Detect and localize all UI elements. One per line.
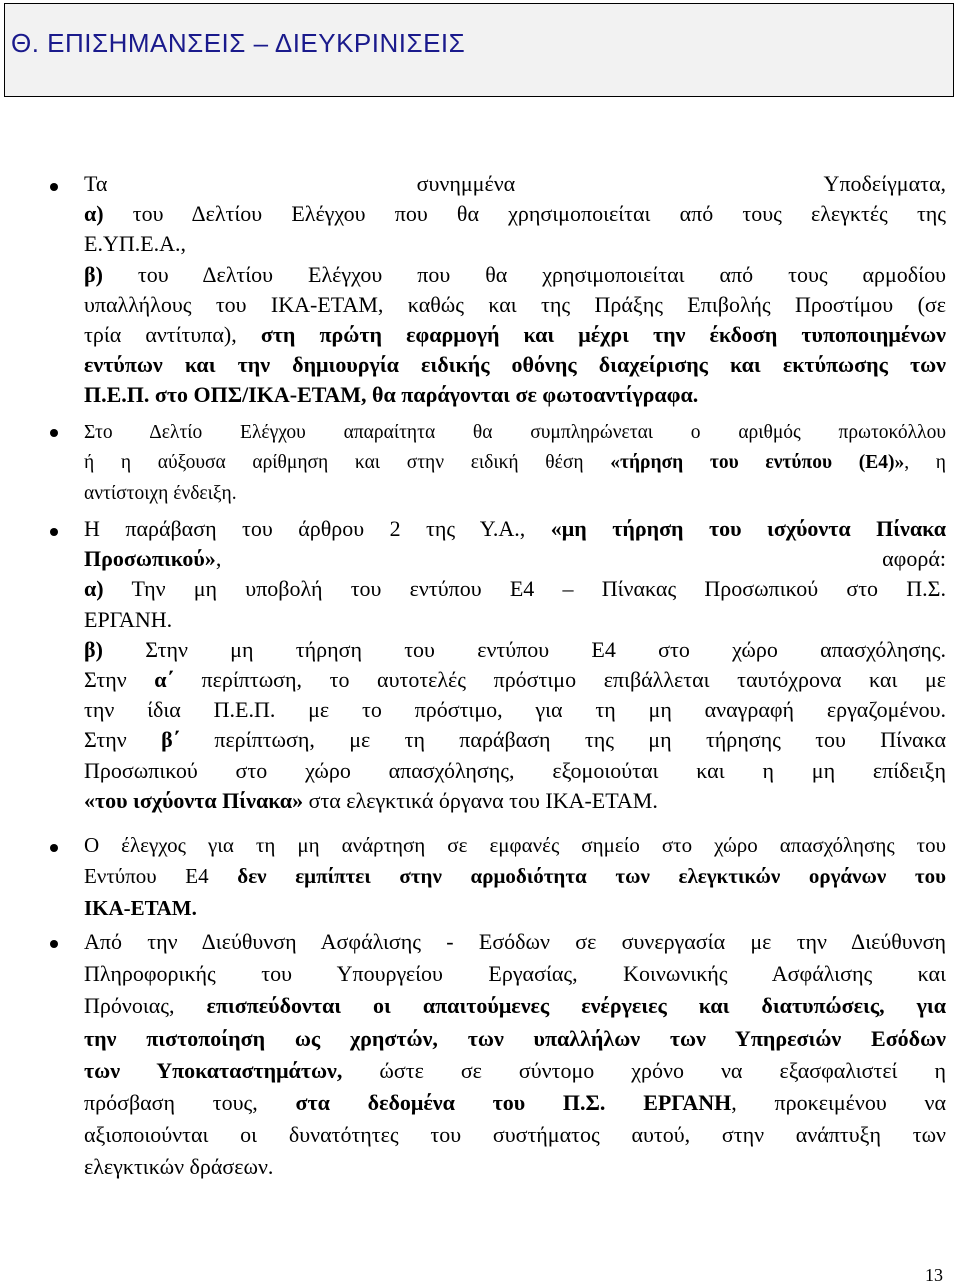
bold-text: α) xyxy=(84,201,104,227)
bold-text: «μη τήρηση του ισχύοντα Πίνακα xyxy=(550,516,946,541)
paragraph-line xyxy=(84,756,946,786)
bold-text: β) xyxy=(84,636,103,662)
paragraph-line xyxy=(84,229,946,259)
bold-text: «του ισχύοντα Πίνακα» xyxy=(84,787,304,813)
paragraph-line xyxy=(84,635,946,665)
text-run: Στην xyxy=(84,727,162,753)
text-run: αξιοποιούνται οι δυνατότητες του συστήματος αυτού, στην ανάπτυξη των xyxy=(84,1122,946,1148)
section-title: Θ. ΕΠΙΣΗΜΑΝΣΕΙΣ – ΔΙΕΥΚΡΙΝΙΣΕΙΣ xyxy=(11,28,466,58)
text-run: Προσωπικού στο χώρο απασχόλησης, εξομοιούται και η μη επίδειξη xyxy=(84,757,946,783)
text-run: υπαλλήλους του ΙΚΑ-ΕΤΑΜ, καθώς και της Πράξης Επιβολής Προστίμου (σε xyxy=(84,291,946,317)
paragraph-line xyxy=(84,893,946,924)
bold-text: α) xyxy=(84,576,104,602)
text-run: του Δελτίου Ελέγχου που θα χρησιμοποιείται από τους ελεγκτές της xyxy=(103,201,946,227)
page-number: 13 xyxy=(925,1265,943,1285)
bold-text: στη πρώτη εφαρμογή και μέχρι την έκδοση τυποποιημένων xyxy=(260,322,946,348)
text-run: Στην μη τήρηση του εντύπου Ε4 στο χώρο απασχόλησης. xyxy=(102,636,946,662)
text-run: Η παράβαση του άρθρου 2 της Υ.Α., xyxy=(84,516,551,541)
paragraph-line xyxy=(84,958,946,990)
text-run: Πληροφορικής του Υπουργείου Εργασίας, Κοινωνικής Ασφάλισης και xyxy=(84,961,946,987)
text-run: τρία αντίτυπα), xyxy=(84,322,261,348)
paragraph-line xyxy=(84,199,946,229)
bold-text: ΙΚΑ-ΕΤΑΜ. xyxy=(84,895,197,920)
paragraph-line xyxy=(84,418,946,448)
text-run: Στην xyxy=(84,667,155,693)
text-run: Την μη υποβολή του εντύπου Ε4 – Πίνακας Προσωπικού στο Π.Σ. xyxy=(103,576,946,602)
paragraph-line xyxy=(84,926,946,958)
bullet-item-5 xyxy=(84,926,946,1184)
bullet-item-4 xyxy=(84,830,946,924)
paragraph-line xyxy=(84,861,946,892)
text-run: ελεγκτικών δράσεων. xyxy=(84,1154,274,1180)
bold-text: την πιστοποίηση ως χρηστών, των υπαλλήλων των Υπηρεσιών Εσόδων xyxy=(84,1025,946,1051)
text-run: Ε.ΥΠ.Ε.Α., xyxy=(84,231,187,257)
text-run: ή η αύξουσα αρίθμηση και στην ειδική θέση xyxy=(84,452,611,474)
paragraph-line xyxy=(84,695,946,725)
text-run: , αφορά: xyxy=(215,546,946,572)
paragraph-line xyxy=(84,448,946,478)
text-run: στα ελεγκτικά όργανα του ΙΚΑ-ΕΤΑΜ. xyxy=(303,787,658,813)
text-run: την ίδια Π.Ε.Π. με το πρόστιμο, για τη μη αναγραφή εργαζομένου. xyxy=(84,697,946,723)
text-run: ΕΡΓΑΝΗ. xyxy=(84,606,173,632)
text-run: Τα συνημμένα Υποδείγματα, xyxy=(84,171,946,196)
text-run: αντίστοιχη ένδειξη. xyxy=(84,482,237,504)
paragraph-line xyxy=(84,725,946,755)
bold-text: α΄ xyxy=(154,667,174,693)
bullet-item-3 xyxy=(84,514,946,816)
paragraph-line xyxy=(84,1151,946,1183)
text-run: Πρόνοιας, xyxy=(84,993,207,1019)
bullet-item-2 xyxy=(84,418,946,509)
text-run: , η xyxy=(904,452,946,474)
paragraph-line xyxy=(84,605,946,635)
paragraph-line xyxy=(84,544,946,574)
bold-text: δεν εμπίπτει στην αρμοδιότητα των ελεγκτικών οργάνων του xyxy=(237,864,946,889)
paragraph-line xyxy=(84,990,946,1022)
bold-text: β΄ xyxy=(161,727,180,753)
paragraph-line xyxy=(84,1087,946,1119)
text-run: Από την Διεύθυνση Ασφάλισης - Εσόδων σε συνεργασία με την Διεύθυνση xyxy=(84,929,946,954)
bold-text: των Υποκαταστημάτων, xyxy=(84,1057,343,1083)
text-run: Ο έλεγχος για τη μη ανάρτηση σε εμφανές σημείο στο χώρο απασχόλησης του xyxy=(84,833,946,857)
paragraph-line xyxy=(84,1023,946,1055)
paragraph-line xyxy=(84,830,946,861)
paragraph-line xyxy=(84,380,946,410)
paragraph-line xyxy=(84,290,946,320)
text-run: Εντύπου Ε4 xyxy=(84,864,238,889)
paragraph-line xyxy=(84,479,946,509)
bullet-item-1 xyxy=(84,169,946,411)
paragraph-line xyxy=(84,169,946,199)
bold-text: β) xyxy=(84,261,103,287)
text-run: , προκειμένου να xyxy=(731,1090,946,1116)
bold-text: εντύπων και την δημιουργία ειδικής οθόνης διαχείρισης και εκτύπωσης των xyxy=(84,352,946,378)
text-run: Στο Δελτίο Ελέγχου απαραίτητα θα συμπληρώνεται ο αριθμός πρωτοκόλλου xyxy=(84,422,946,443)
paragraph-line xyxy=(84,320,946,350)
bold-text: Προσωπικού» xyxy=(84,546,216,572)
paragraph-line xyxy=(84,260,946,290)
paragraph-line xyxy=(84,514,946,544)
text-run: ώστε σε σύντομο χρόνο να εξασφαλιστεί η xyxy=(342,1057,946,1083)
bold-text: Π.Ε.Π. στο ΟΠΣ/ΙΚΑ-ΕΤΑΜ, θα παράγονται σε φωτοαντίγραφα. xyxy=(84,382,699,408)
bold-text: επισπεύδονται οι απαιτούμενες ενέργειες και διατυπώσεις, για xyxy=(206,993,946,1019)
paragraph-line xyxy=(84,574,946,604)
paragraph-line xyxy=(84,786,946,816)
section-header-box xyxy=(4,3,954,97)
text-run: περίπτωση, το αυτοτελές πρόστιμο επιβάλλεται ταυτόχρονα και με xyxy=(173,667,946,693)
paragraph-line xyxy=(84,1055,946,1087)
text-run: πρόσβαση τους, xyxy=(84,1090,296,1116)
paragraph-line xyxy=(84,1119,946,1151)
paragraph-line xyxy=(84,665,946,695)
bold-text: στα δεδομένα του Π.Σ. ΕΡΓΑΝΗ xyxy=(295,1090,732,1116)
bold-text: «τήρηση του εντύπου (Ε4)» xyxy=(610,452,905,474)
paragraph-line xyxy=(84,350,946,380)
text-run: περίπτωση, με τη παράβαση της μη τήρησης του Πίνακα xyxy=(179,727,946,753)
text-run: του Δελτίου Ελέγχου που θα χρησιμοποιείται από τους αρμοδίου xyxy=(102,261,946,287)
